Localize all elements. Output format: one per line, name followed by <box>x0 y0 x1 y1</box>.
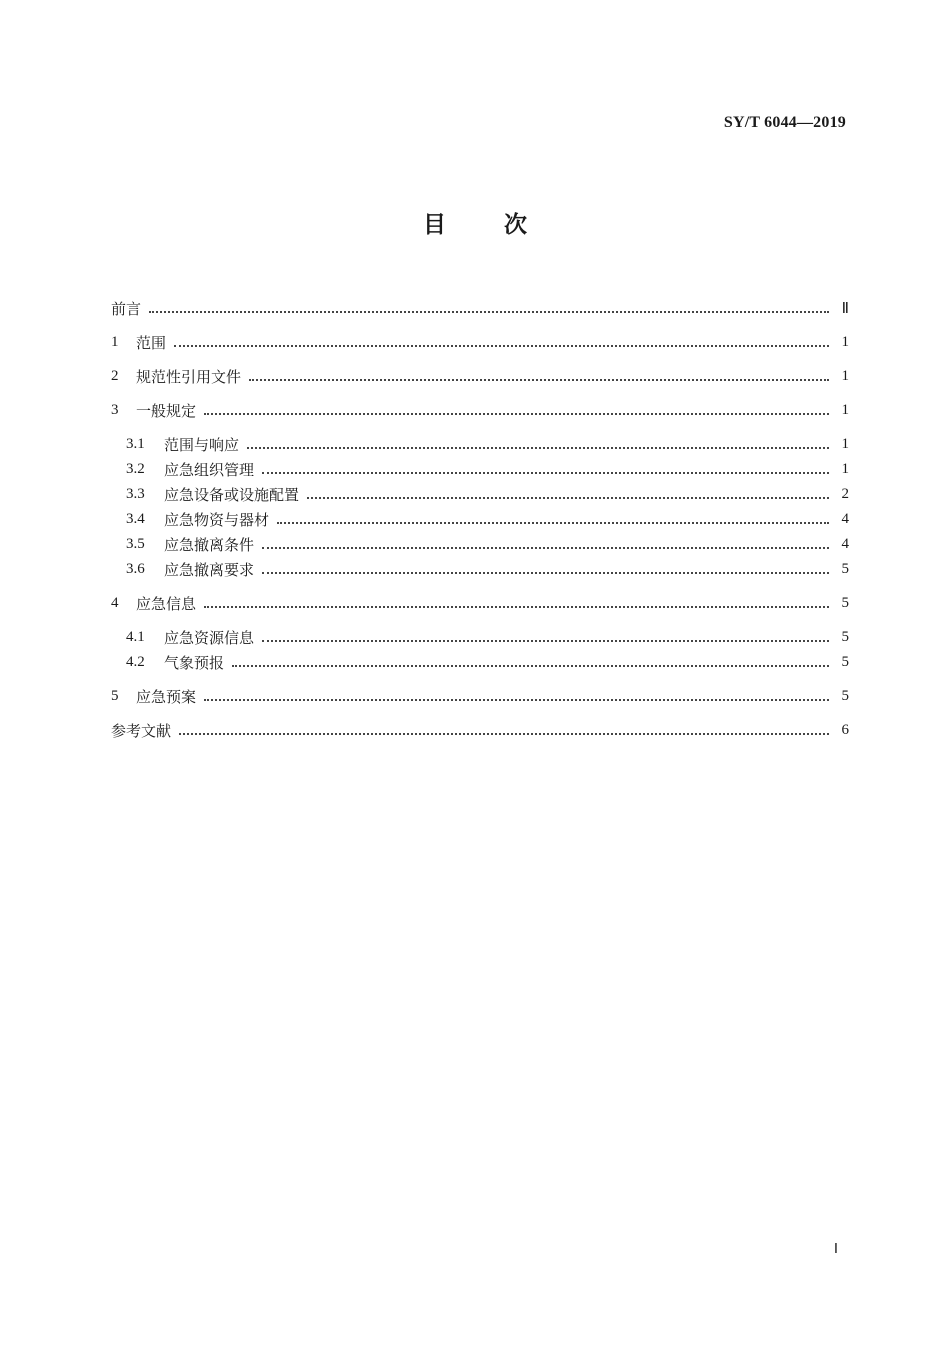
dot-leader <box>204 412 829 415</box>
toc-entry-4-2[interactable] <box>111 650 849 675</box>
toc-entry-page: 1 <box>841 436 849 452</box>
toc-entry-3-4[interactable] <box>111 507 849 532</box>
toc-entry-label: 一般规定 <box>136 402 197 420</box>
toc-entry-number: 3.4 <box>126 511 145 527</box>
toc-entry-label: 范围与响应 <box>164 436 240 454</box>
dot-leader <box>262 639 829 642</box>
toc-entry-number: 3.5 <box>126 536 145 552</box>
dot-leader <box>232 664 829 667</box>
toc-entry-page: 5 <box>841 629 849 645</box>
toc-entry-3-2[interactable] <box>111 457 849 482</box>
toc-entry-4-1[interactable] <box>111 625 849 650</box>
toc-entry-1[interactable] <box>111 330 849 355</box>
toc-entry-label: 应急物资与器材 <box>164 511 270 529</box>
dot-leader <box>174 344 829 347</box>
dot-leader <box>277 521 829 524</box>
toc-entry-page: 6 <box>841 722 849 738</box>
toc-entry-page: 5 <box>841 561 849 577</box>
toc-entry-label: 应急组织管理 <box>164 461 255 479</box>
toc-entry-number: 3.2 <box>126 461 145 477</box>
toc-entry-3-1[interactable] <box>111 432 849 457</box>
dot-leader <box>204 605 829 608</box>
toc-entry-3-6[interactable] <box>111 557 849 582</box>
toc-entry-number: 3.1 <box>126 436 145 452</box>
toc-entry-number: 2 <box>111 368 119 384</box>
dot-leader <box>204 698 829 701</box>
toc-entry-foreword[interactable] <box>111 296 849 321</box>
toc-entry-3-5[interactable] <box>111 532 849 557</box>
dot-leader <box>149 310 829 313</box>
toc-entry-page: 4 <box>841 536 849 552</box>
toc-entry-page: 1 <box>841 402 849 418</box>
toc-entry-bibliography[interactable] <box>111 718 849 743</box>
toc-entry-label: 应急资源信息 <box>164 629 255 647</box>
toc-entry-number: 3 <box>111 402 119 418</box>
toc-entry-page: Ⅱ <box>841 301 849 317</box>
toc-entry-page: 1 <box>841 368 849 384</box>
page-number: Ⅰ <box>833 1242 838 1257</box>
toc-entry-label: 气象预报 <box>164 654 225 672</box>
toc-entry-2[interactable] <box>111 364 849 389</box>
toc-entry-4[interactable] <box>111 591 849 616</box>
dot-leader <box>262 471 829 474</box>
dot-leader <box>262 571 829 574</box>
toc-entry-page: 5 <box>841 688 849 704</box>
toc-entry-3[interactable] <box>111 398 849 423</box>
toc-entry-number: 4.2 <box>126 654 145 670</box>
toc-entry-label: 规范性引用文件 <box>136 368 242 386</box>
dot-leader <box>262 546 829 549</box>
toc-entry-5[interactable] <box>111 684 849 709</box>
toc-entry-page: 5 <box>841 595 849 611</box>
toc-entry-label: 应急撤离要求 <box>164 561 255 579</box>
toc-entry-number: 5 <box>111 688 119 704</box>
toc-entry-label: 应急信息 <box>136 595 197 613</box>
toc-entry-page: 2 <box>841 486 849 502</box>
toc-entry-label: 应急撤离条件 <box>164 536 255 554</box>
toc-entry-number: 3.6 <box>126 561 145 577</box>
toc-entry-label: 范围 <box>136 334 167 352</box>
dot-leader <box>247 446 829 449</box>
toc-entry-3-3[interactable] <box>111 482 849 507</box>
toc-entry-label: 参考文献 <box>111 722 172 740</box>
toc-entry-page: 1 <box>841 461 849 477</box>
table-of-contents <box>111 290 849 743</box>
standard-code: SY/T 6044—2019 <box>723 114 846 131</box>
toc-entry-number: 4 <box>111 595 119 611</box>
toc-entry-page: 5 <box>841 654 849 670</box>
toc-entry-label: 应急预案 <box>136 688 197 706</box>
toc-entry-label: 前言 <box>111 300 142 318</box>
toc-entry-number: 4.1 <box>126 629 145 645</box>
toc-entry-number: 3.3 <box>126 486 145 502</box>
page-title: 目次 <box>423 212 585 238</box>
dot-leader <box>179 732 829 735</box>
dot-leader <box>249 378 829 381</box>
dot-leader <box>307 496 829 499</box>
toc-entry-page: 4 <box>841 511 849 527</box>
toc-entry-page: 1 <box>841 334 849 350</box>
toc-entry-label: 应急设备或设施配置 <box>164 486 300 504</box>
toc-entry-number: 1 <box>111 334 119 350</box>
